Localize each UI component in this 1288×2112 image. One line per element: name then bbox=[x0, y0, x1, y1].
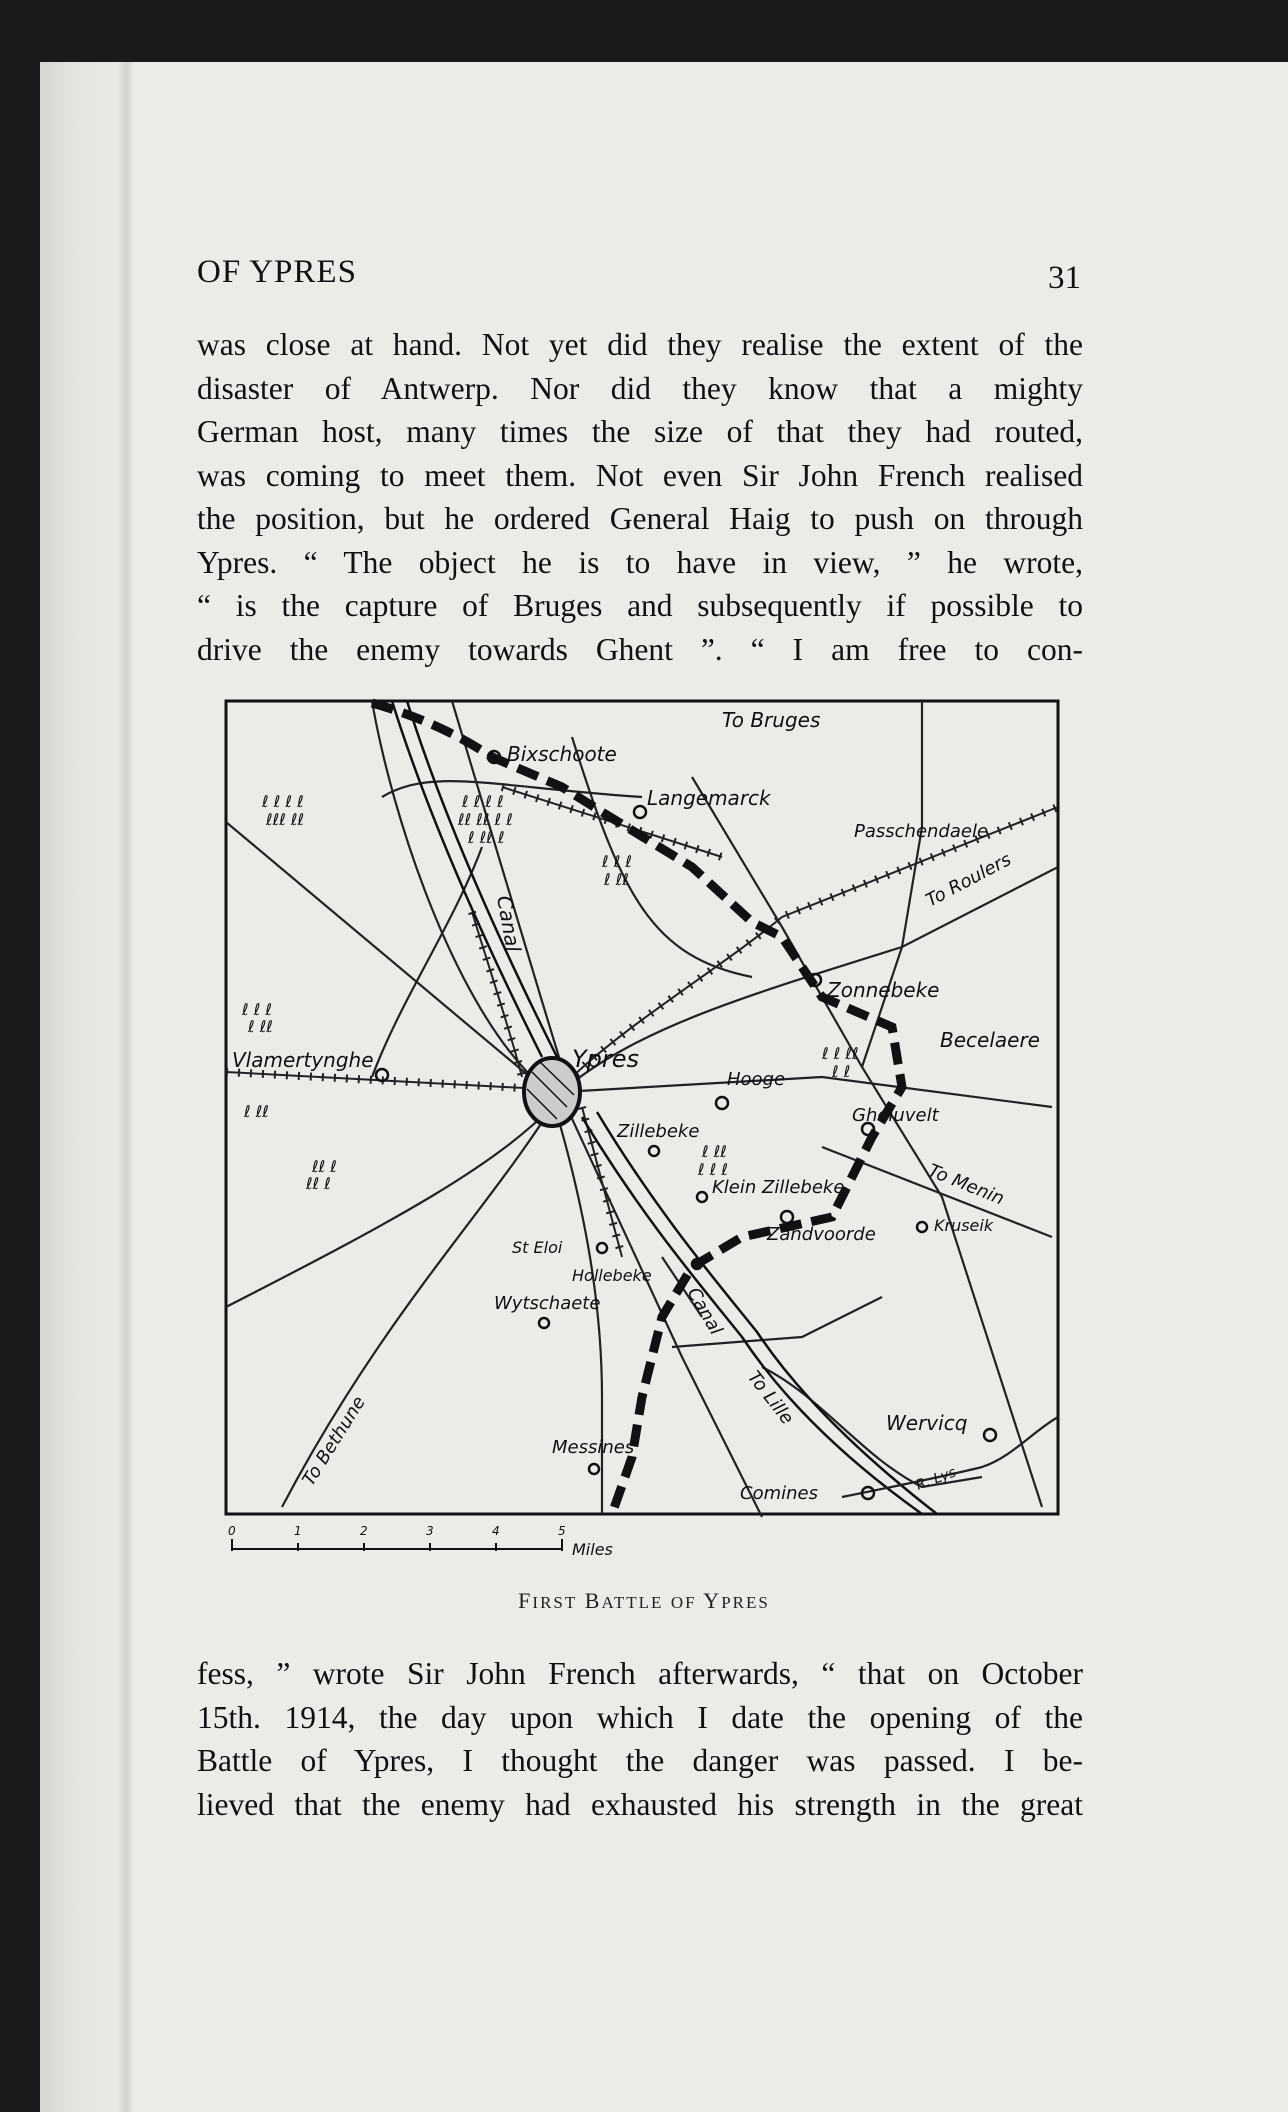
svg-text:ℓ ℓ ℓ: ℓ ℓ ℓ bbox=[602, 852, 632, 871]
caption-smallcaps: OF bbox=[670, 1593, 697, 1612]
label-bixschoote: Bixschoote bbox=[507, 742, 617, 766]
gutter-shadow bbox=[116, 62, 134, 2112]
svg-text:ℓℓℓ ℓℓ: ℓℓℓ ℓℓ bbox=[266, 810, 305, 829]
label-canal-south: Canal bbox=[682, 1284, 727, 1339]
figure-caption bbox=[0, 1588, 1288, 1614]
scale-tick: 0 bbox=[228, 1524, 236, 1538]
text-line: disaster of Antwerp. Nor did they know that a mighty bbox=[197, 370, 1083, 406]
scale-tick: 1 bbox=[294, 1524, 302, 1538]
label-vlamertynghe: Vlamertynghe bbox=[232, 1048, 374, 1072]
text-line: lieved that the enemy had exhausted his strength in the great bbox=[197, 1786, 1083, 1822]
running-head: OF YPRES bbox=[197, 254, 357, 290]
label-kruseik: Kruseik bbox=[934, 1216, 994, 1235]
scale-tick: 3 bbox=[426, 1524, 434, 1538]
caption-smallcaps: ATTLE bbox=[601, 1593, 664, 1612]
scale-bar bbox=[228, 1524, 613, 1559]
svg-text:ℓ ℓℓ ℓ: ℓ ℓℓ ℓ bbox=[468, 828, 505, 847]
label-to-bethune: To Bethune bbox=[298, 1392, 370, 1490]
text-line: was close at hand. Not yet did they realise the extent of the bbox=[197, 327, 1083, 362]
page-number: 31 bbox=[1048, 260, 1081, 296]
svg-text:ℓ ℓℓ: ℓ ℓℓ bbox=[248, 1017, 273, 1036]
scale-unit: Miles bbox=[572, 1540, 613, 1559]
label-becelaere: Becelaere bbox=[940, 1028, 1040, 1052]
label-klein-zillebeke: Klein Zillebeke bbox=[712, 1177, 845, 1198]
text-line: fess, ” wrote Sir John French afterwards, “ that on October bbox=[197, 1656, 1083, 1691]
svg-text:ℓℓ ℓ: ℓℓ ℓ bbox=[312, 1157, 337, 1176]
battle-map bbox=[222, 697, 1062, 1565]
woods bbox=[241, 792, 859, 1193]
scale-tick: 4 bbox=[492, 1524, 500, 1538]
label-to-lille: To Lille bbox=[743, 1367, 798, 1429]
label-hooge: Hooge bbox=[727, 1069, 786, 1090]
label-to-bruges: To Bruges bbox=[722, 708, 821, 732]
label-river-lys: R. Lys bbox=[913, 1464, 959, 1494]
label-hollebeke: Hollebeke bbox=[572, 1266, 652, 1285]
caption-smallcaps: IRST bbox=[532, 1593, 578, 1612]
label-wervicq: Wervicq bbox=[886, 1411, 968, 1435]
label-gheluvelt: Gheluvelt bbox=[852, 1105, 939, 1126]
text-line: “ is the capture of Bruges and subsequently if possible to bbox=[197, 588, 1083, 623]
text-line: drive the enemy towards Ghent ”. “ I am free to con- bbox=[197, 631, 1083, 667]
body-text-top bbox=[197, 323, 1083, 671]
railways bbox=[226, 787, 1058, 1257]
caption-initial: Y bbox=[703, 1588, 722, 1613]
label-passchendaele: Passchendaele bbox=[854, 821, 989, 842]
svg-text:ℓ ℓℓ: ℓ ℓℓ bbox=[604, 870, 629, 889]
text-line: 15th. 1914, the day upon which I date the opening of the bbox=[197, 1699, 1083, 1735]
label-ypres: Ypres bbox=[572, 1045, 640, 1073]
map-svg bbox=[222, 697, 1062, 1565]
svg-text:ℓ ℓℓ: ℓ ℓℓ bbox=[702, 1142, 727, 1161]
label-comines: Comines bbox=[740, 1483, 818, 1504]
svg-text:ℓ ℓℓ: ℓ ℓℓ bbox=[244, 1102, 269, 1121]
label-st-eloi: St Eloi bbox=[512, 1238, 563, 1257]
label-messines: Messines bbox=[552, 1437, 635, 1458]
svg-text:ℓ ℓ ℓ ℓ: ℓ ℓ ℓ ℓ bbox=[462, 792, 504, 811]
label-wytschaete: Wytschaete bbox=[494, 1293, 601, 1314]
scale-tick: 5 bbox=[558, 1524, 566, 1538]
text-line: was coming to meet them. Not even Sir John French realised bbox=[197, 457, 1083, 493]
label-zonnebeke: Zonnebeke bbox=[827, 978, 940, 1002]
scale-tick: 2 bbox=[360, 1524, 368, 1538]
svg-text:ℓ ℓ ℓℓ: ℓ ℓ ℓℓ bbox=[822, 1044, 859, 1063]
body-text-bottom bbox=[197, 1652, 1083, 1826]
svg-text:ℓℓ ℓℓ ℓ ℓ: ℓℓ ℓℓ ℓ ℓ bbox=[458, 810, 513, 829]
caption-initial: F bbox=[518, 1588, 533, 1613]
label-zandvoorde: Zandvoorde bbox=[767, 1224, 876, 1245]
text-line: the position, but he ordered General Haig to push on through bbox=[197, 501, 1083, 536]
label-to-menin: To Menin bbox=[925, 1160, 1008, 1210]
label-canal-north: Canal bbox=[492, 893, 526, 954]
label-langemarck: Langemarck bbox=[647, 786, 771, 810]
text-line: Battle of Ypres, I thought the danger was passed. I be- bbox=[197, 1743, 1083, 1778]
label-to-roulers: To Roulers bbox=[922, 849, 1015, 912]
label-zillebeke: Zillebeke bbox=[617, 1121, 700, 1142]
svg-text:ℓ ℓ ℓ: ℓ ℓ ℓ bbox=[698, 1160, 728, 1179]
caption-initial: B bbox=[584, 1588, 602, 1613]
svg-text:ℓ ℓ ℓ: ℓ ℓ ℓ bbox=[242, 1000, 272, 1019]
svg-text:ℓℓ ℓ: ℓℓ ℓ bbox=[306, 1174, 331, 1193]
svg-text:ℓ ℓ ℓ ℓ: ℓ ℓ ℓ ℓ bbox=[262, 792, 304, 811]
text-line: German host, many times the size of that they had routed, bbox=[197, 414, 1083, 449]
caption-smallcaps: PRES bbox=[721, 1593, 770, 1612]
scale-tick-labels bbox=[228, 1524, 566, 1538]
text-line: Ypres. “ The object he is to have in view, ” he wrote, bbox=[197, 544, 1083, 580]
svg-text:ℓ ℓ: ℓ ℓ bbox=[832, 1062, 851, 1081]
